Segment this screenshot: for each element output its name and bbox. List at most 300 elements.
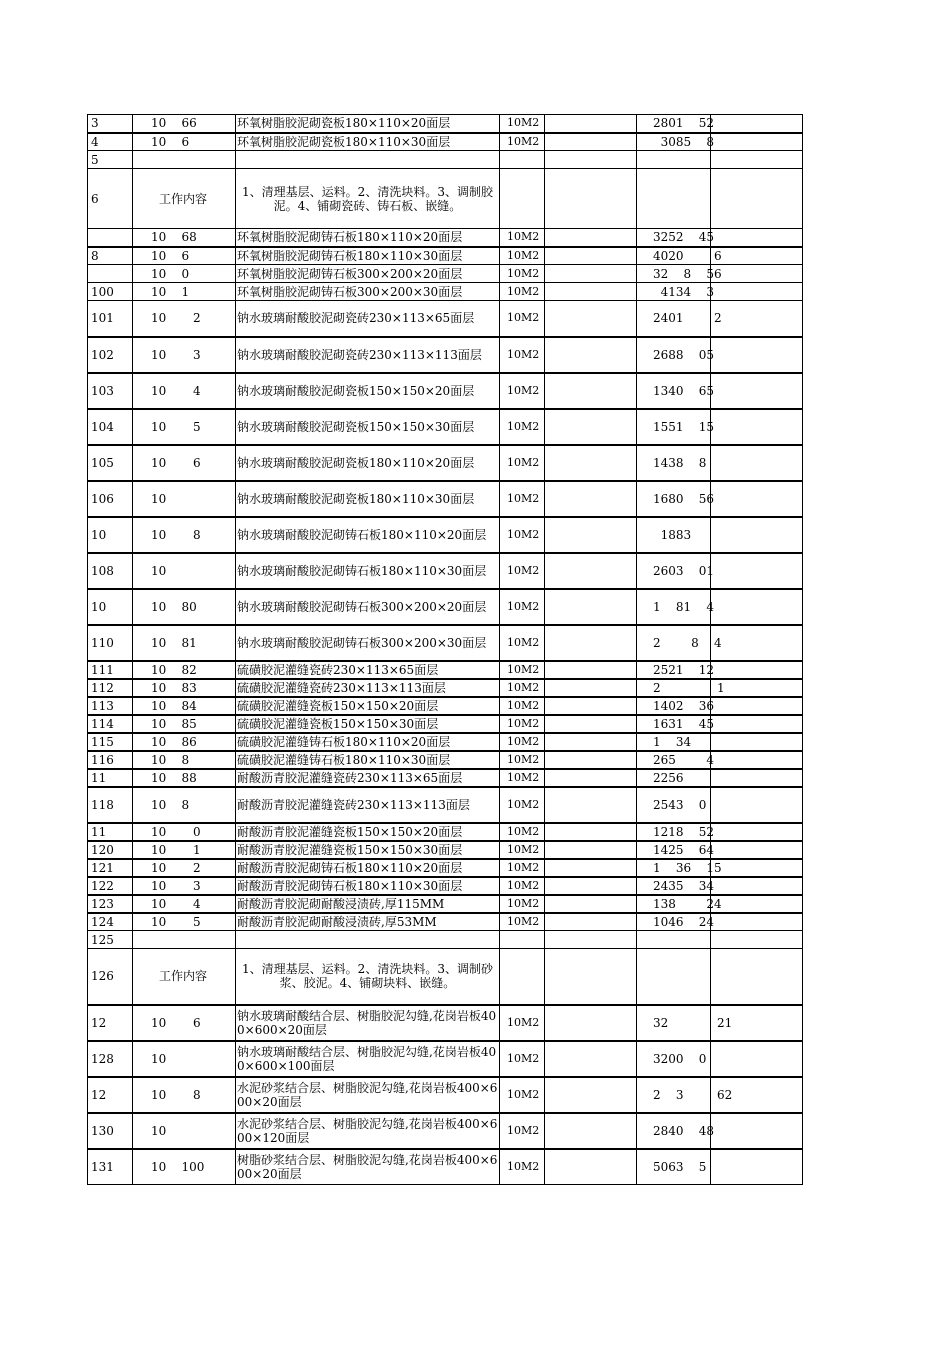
cell-extra [711,1041,803,1077]
cell-extra [711,265,803,283]
cell-code: 10 4 [133,895,236,913]
cell-no: 12 [88,1077,133,1113]
cell-code: 10 1 [133,283,236,301]
cell-unit: 10M2 [500,859,545,877]
cell-code: 10 [133,1113,236,1149]
cell-unit: 10M2 [500,1005,545,1041]
cell-item-name: 钠水玻璃耐酸结合层、树脂胶泥勾缝,花岗岩板400×600×100面层 [236,1041,500,1077]
cell-no: 115 [88,733,133,751]
cell-item-name: 钠水玻璃耐酸胶泥砌瓷板150×150×30面层 [236,409,500,445]
cell-item-name: 环氧树脂胶泥砌铸石板300×200×30面层 [236,283,500,301]
table-row [88,1113,803,1149]
table-row [88,661,803,679]
cell-item-name: 硫磺胶泥灌缝瓷砖230×113×113面层 [236,679,500,697]
cell-price: 2256 [637,769,711,787]
table-row [88,751,803,769]
cell-unit: 10M2 [500,115,545,133]
cell-item-name: 耐酸沥青胶泥灌缝瓷砖230×113×113面层 [236,787,500,823]
cell-item-name: 1、清理基层、运料。2、清洗块料。3、调制胶泥。4、铺砌瓷砖、铸石板、嵌缝。 [236,169,500,229]
cell-item-name: 钠水玻璃耐酸胶泥砌铸石板300×200×20面层 [236,589,500,625]
cell-code: 工作内容 [133,949,236,1005]
cell-no: 124 [88,913,133,931]
cell-no: 104 [88,409,133,445]
cell-unit: 10M2 [500,715,545,733]
table-row [88,589,803,625]
cell-no: 10 [88,589,133,625]
cell-price: 1883 [637,517,711,553]
cell-unit: 10M2 [500,787,545,823]
table-row [88,787,803,823]
cell-unit: 10M2 [500,913,545,931]
cell-price [637,949,711,1005]
table-row [88,769,803,787]
cell-no: 130 [88,1113,133,1149]
cell-unit: 10M2 [500,337,545,373]
cell-no: 123 [88,895,133,913]
cell-unit: 10M2 [500,589,545,625]
cell-price [637,151,711,169]
table-row [88,133,803,151]
cell-code: 10 [133,553,236,589]
cell-code: 10 6 [133,1005,236,1041]
cell-code: 10 3 [133,337,236,373]
cell-item-name: 环氧树脂胶泥砌铸石板300×200×20面层 [236,265,500,283]
cell-price: 1 36 15 [637,859,711,877]
cell-extra [711,517,803,553]
table-row [88,1041,803,1077]
cell-item-name: 钠水玻璃耐酸胶泥砌瓷板180×110×20面层 [236,445,500,481]
cell-unit: 10M2 [500,895,545,913]
cell-no: 12 [88,1005,133,1041]
cell-extra: 1 [711,679,803,697]
table-row [88,877,803,895]
cell-item-name: 钠水玻璃耐酸结合层、树脂胶泥勾缝,花岗岩板400×600×20面层 [236,1005,500,1041]
cell-blank [545,133,637,151]
cell-extra: 21 [711,1005,803,1041]
cell-item-name: 硫磺胶泥灌缝铸石板180×110×30面层 [236,751,500,769]
cell-extra [711,823,803,841]
cell-blank [545,823,637,841]
cell-unit: 10M2 [500,229,545,247]
cell-price: 1340 65 [637,373,711,409]
cell-item-name: 耐酸沥青胶泥灌缝瓷板150×150×20面层 [236,823,500,841]
cell-blank [545,517,637,553]
cell-extra [711,751,803,769]
cell-extra [711,859,803,877]
table-row [88,859,803,877]
cell-unit: 10M2 [500,247,545,265]
cell-unit: 10M2 [500,373,545,409]
cell-extra [711,481,803,517]
cell-item-name: 环氧树脂胶泥砌铸石板180×110×20面层 [236,229,500,247]
cell-code: 10 82 [133,661,236,679]
cell-code [133,151,236,169]
cell-unit: 10M2 [500,751,545,769]
cell-price: 1680 56 [637,481,711,517]
cell-item-name: 耐酸沥青胶泥砌耐酸浸渍砖,厚53MM [236,913,500,931]
cell-blank [545,895,637,913]
cell-extra [711,877,803,895]
cell-code: 10 5 [133,913,236,931]
cell-unit: 10M2 [500,841,545,859]
cell-item-name: 钠水玻璃耐酸胶泥砌瓷板150×150×20面层 [236,373,500,409]
cell-price: 32 8 56 [637,265,711,283]
cell-extra [711,787,803,823]
cell-item-name: 耐酸沥青胶泥灌缝瓷砖230×113×65面层 [236,769,500,787]
cell-unit: 10M2 [500,1041,545,1077]
cell-code: 10 66 [133,115,236,133]
cell-code: 10 5 [133,409,236,445]
cell-blank [545,169,637,229]
cell-no: 126 [88,949,133,1005]
cell-code: 10 68 [133,229,236,247]
cell-item-name: 水泥砂浆结合层、树脂胶泥勾缝,花岗岩板400×600×20面层 [236,1077,500,1113]
cell-unit: 10M2 [500,733,545,751]
cell-extra [711,115,803,133]
cell-no: 111 [88,661,133,679]
table-row [88,481,803,517]
cell-code [133,931,236,949]
quota-table-sheet [87,114,802,1185]
cell-no [88,265,133,283]
cell-price: 138 24 [637,895,711,913]
cell-unit [500,151,545,169]
cell-no: 105 [88,445,133,481]
cell-blank [545,115,637,133]
cell-code: 10 100 [133,1149,236,1185]
cell-price: 2435 34 [637,877,711,895]
cell-unit [500,169,545,229]
cell-unit: 10M2 [500,877,545,895]
cell-no: 128 [88,1041,133,1077]
cell-code: 10 8 [133,751,236,769]
cell-price: 265 4 [637,751,711,769]
table-row [88,949,803,1005]
cell-code: 10 4 [133,373,236,409]
cell-blank [545,265,637,283]
cell-no: 11 [88,823,133,841]
cell-price: 1631 45 [637,715,711,733]
table-row [88,679,803,697]
cell-price: 2 8 4 [637,625,711,661]
cell-price: 32 [637,1005,711,1041]
cell-extra [711,337,803,373]
cell-item-name: 钠水玻璃耐酸胶泥砌铸石板300×200×30面层 [236,625,500,661]
cell-unit: 10M2 [500,481,545,517]
cell-extra [711,445,803,481]
cell-item-name: 硫磺胶泥灌缝瓷砖230×113×65面层 [236,661,500,679]
cell-code: 10 0 [133,823,236,841]
cell-unit: 10M2 [500,625,545,661]
cell-code: 10 2 [133,301,236,337]
cell-no: 6 [88,169,133,229]
cell-extra [711,553,803,589]
table-row [88,337,803,373]
cell-item-name: 树脂砂浆结合层、树脂胶泥勾缝,花岗岩板400×600×20面层 [236,1149,500,1185]
table-row [88,1077,803,1113]
cell-code: 10 2 [133,859,236,877]
cell-no: 4 [88,133,133,151]
cell-unit: 10M2 [500,283,545,301]
cell-item-name: 硫磺胶泥灌缝瓷板150×150×30面层 [236,715,500,733]
cell-unit: 10M2 [500,1113,545,1149]
cell-code: 10 [133,1041,236,1077]
cell-blank [545,409,637,445]
cell-extra [711,913,803,931]
cell-code: 10 83 [133,679,236,697]
cell-price: 3200 0 [637,1041,711,1077]
cell-unit: 10M2 [500,445,545,481]
cell-code: 工作内容 [133,169,236,229]
table-row [88,1005,803,1041]
cell-blank [545,715,637,733]
cell-no: 10 [88,517,133,553]
cell-code: 10 88 [133,769,236,787]
cell-unit: 10M2 [500,769,545,787]
cell-no: 100 [88,283,133,301]
cell-price: 4134 3 [637,283,711,301]
cell-blank [545,697,637,715]
cell-item-name: 耐酸沥青胶泥砌铸石板180×110×30面层 [236,877,500,895]
cell-price: 1 34 [637,733,711,751]
cell-price: 1046 24 [637,913,711,931]
cell-no: 131 [88,1149,133,1185]
table-row [88,931,803,949]
cell-unit: 10M2 [500,1077,545,1113]
cell-price: 5063 5 [637,1149,711,1185]
quota-table [87,114,803,1185]
cell-blank [545,301,637,337]
cell-item-name: 环氧树脂胶泥砌瓷板180×110×30面层 [236,133,500,151]
table-row [88,229,803,247]
cell-price: 1402 36 [637,697,711,715]
cell-code: 10 81 [133,625,236,661]
cell-extra [711,373,803,409]
cell-unit: 10M2 [500,409,545,445]
cell-no: 114 [88,715,133,733]
cell-no: 101 [88,301,133,337]
table-row [88,823,803,841]
table-row [88,151,803,169]
cell-price: 1 81 4 [637,589,711,625]
cell-code: 10 [133,481,236,517]
cell-unit: 10M2 [500,661,545,679]
cell-unit: 10M2 [500,823,545,841]
cell-item-name: 硫磺胶泥灌缝瓷板150×150×20面层 [236,697,500,715]
cell-extra [711,625,803,661]
cell-blank [545,661,637,679]
cell-price [637,169,711,229]
cell-code: 10 80 [133,589,236,625]
cell-blank [545,589,637,625]
cell-code: 10 6 [133,133,236,151]
cell-price: 2 [637,679,711,697]
cell-item-name: 钠水玻璃耐酸胶泥砌瓷砖230×113×113面层 [236,337,500,373]
cell-item-name [236,151,500,169]
table-body [88,115,803,1185]
cell-item-name: 耐酸沥青胶泥砌铸石板180×110×20面层 [236,859,500,877]
cell-extra [711,169,803,229]
table-row [88,247,803,265]
cell-no: 113 [88,697,133,715]
cell-price: 2801 52 [637,115,711,133]
cell-code: 10 3 [133,877,236,895]
cell-item-name: 硫磺胶泥灌缝铸石板180×110×20面层 [236,733,500,751]
cell-price: 2521 12 [637,661,711,679]
cell-blank [545,553,637,589]
table-row [88,913,803,931]
cell-no: 120 [88,841,133,859]
cell-code: 10 8 [133,517,236,553]
cell-extra [711,247,803,265]
cell-code: 10 8 [133,787,236,823]
cell-blank [545,931,637,949]
cell-blank [545,1005,637,1041]
cell-blank [545,373,637,409]
cell-code: 10 85 [133,715,236,733]
table-row [88,283,803,301]
table-row [88,169,803,229]
cell-extra [711,931,803,949]
cell-extra [711,409,803,445]
cell-extra [711,697,803,715]
cell-item-name: 耐酸沥青胶泥灌缝瓷板150×150×30面层 [236,841,500,859]
table-row [88,895,803,913]
cell-code: 10 8 [133,1077,236,1113]
cell-unit: 10M2 [500,1149,545,1185]
cell-price: 3085 8 [637,133,711,151]
cell-blank [545,859,637,877]
cell-unit [500,931,545,949]
cell-blank [545,1113,637,1149]
cell-no: 106 [88,481,133,517]
cell-blank [545,787,637,823]
cell-blank [545,679,637,697]
table-row [88,697,803,715]
cell-blank [545,1041,637,1077]
cell-item-name: 1、清理基层、运料。2、清洗块料。3、调制砂浆、胶泥。4、铺砌块料、嵌缝。 [236,949,500,1005]
cell-extra [711,715,803,733]
cell-extra [711,151,803,169]
cell-item-name: 钠水玻璃耐酸胶泥砌瓷板180×110×30面层 [236,481,500,517]
cell-item-name [236,931,500,949]
cell-unit: 10M2 [500,517,545,553]
cell-item-name: 环氧树脂胶泥砌瓷板180×110×20面层 [236,115,500,133]
cell-blank [545,247,637,265]
cell-price [637,931,711,949]
table-row [88,1149,803,1185]
cell-item-name: 钠水玻璃耐酸胶泥砌铸石板180×110×20面层 [236,517,500,553]
cell-no: 121 [88,859,133,877]
cell-extra [711,133,803,151]
table-row [88,301,803,337]
cell-unit: 10M2 [500,301,545,337]
cell-blank [545,751,637,769]
table-row [88,265,803,283]
cell-no [88,229,133,247]
cell-extra [711,841,803,859]
table-row [88,373,803,409]
cell-no: 110 [88,625,133,661]
cell-blank [545,841,637,859]
table-row [88,553,803,589]
cell-item-name: 耐酸沥青胶泥砌耐酸浸渍砖,厚115MM [236,895,500,913]
table-row [88,715,803,733]
cell-blank [545,481,637,517]
cell-extra [711,589,803,625]
cell-price: 1218 52 [637,823,711,841]
cell-price: 2688 05 [637,337,711,373]
cell-price: 2 3 [637,1077,711,1113]
cell-price: 2840 48 [637,1113,711,1149]
table-row [88,409,803,445]
cell-price: 2543 0 [637,787,711,823]
cell-no: 11 [88,769,133,787]
cell-extra [711,895,803,913]
cell-extra [711,301,803,337]
cell-no: 8 [88,247,133,265]
cell-extra [711,229,803,247]
cell-blank [545,445,637,481]
table-row [88,445,803,481]
cell-no: 103 [88,373,133,409]
cell-no: 108 [88,553,133,589]
table-row [88,841,803,859]
cell-no: 122 [88,877,133,895]
cell-unit: 10M2 [500,553,545,589]
cell-blank [545,151,637,169]
cell-price: 2401 2 [637,301,711,337]
cell-extra [711,1113,803,1149]
cell-extra [711,733,803,751]
cell-extra [711,661,803,679]
cell-no: 125 [88,931,133,949]
cell-extra: 62 [711,1077,803,1113]
cell-code: 10 86 [133,733,236,751]
cell-price: 1551 15 [637,409,711,445]
cell-no: 118 [88,787,133,823]
cell-code: 10 84 [133,697,236,715]
cell-blank [545,1077,637,1113]
cell-item-name: 钠水玻璃耐酸胶泥砌铸石板180×110×30面层 [236,553,500,589]
cell-blank [545,949,637,1005]
cell-price: 1438 8 [637,445,711,481]
cell-code: 10 0 [133,265,236,283]
cell-unit: 10M2 [500,133,545,151]
cell-item-name: 水泥砂浆结合层、树脂胶泥勾缝,花岗岩板400×600×120面层 [236,1113,500,1149]
cell-blank [545,283,637,301]
cell-blank [545,733,637,751]
table-row [88,115,803,133]
table-row [88,733,803,751]
cell-unit: 10M2 [500,679,545,697]
cell-no: 116 [88,751,133,769]
cell-unit: 10M2 [500,697,545,715]
cell-code: 10 6 [133,445,236,481]
cell-blank [545,1149,637,1185]
cell-unit: 10M2 [500,265,545,283]
cell-no: 3 [88,115,133,133]
cell-blank [545,625,637,661]
cell-extra [711,949,803,1005]
cell-price: 4020 6 [637,247,711,265]
cell-no: 102 [88,337,133,373]
cell-blank [545,877,637,895]
cell-extra [711,283,803,301]
cell-extra [711,1149,803,1185]
cell-blank [545,229,637,247]
table-row [88,625,803,661]
